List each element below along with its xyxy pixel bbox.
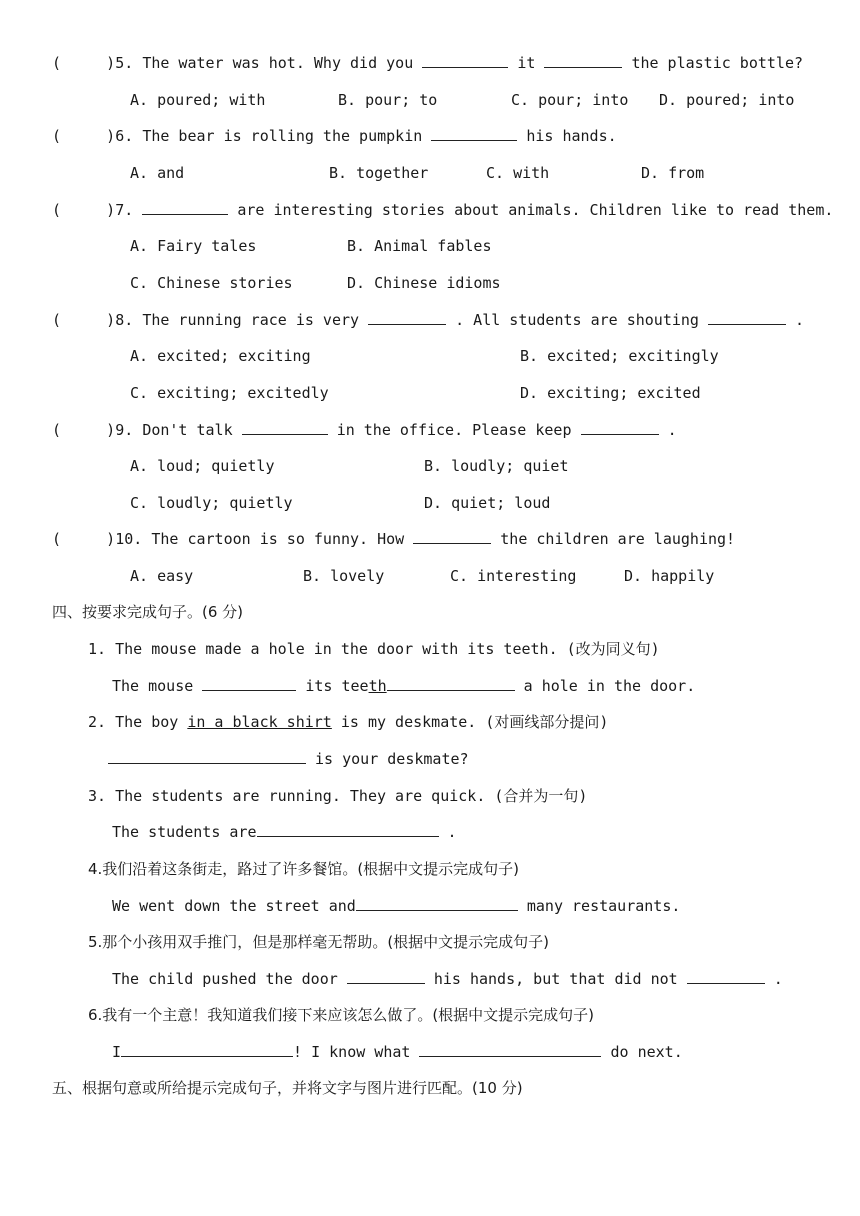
question-stem: it [517,54,536,72]
sentence-1-answer [112,676,695,696]
question-number: 9. [115,421,134,439]
option-a: A. and [130,164,185,182]
sentence-5-answer [112,969,783,989]
answer-text: We went down the street and [112,897,356,915]
question-stem: Don't talk [142,421,233,439]
answer-blank[interactable] [708,310,786,325]
answer-blank[interactable] [202,676,296,691]
answer-blank[interactable] [687,969,765,984]
option-d: D. happily [624,567,715,585]
sentence-6-prompt: 6.我有一个主意！我知道我们接下来应该怎么做了。(根据中文提示完成句子) [88,1006,595,1024]
option-d: D. from [641,164,705,182]
option-b: B. lovely [303,567,385,585]
answer-paren: ( ) [52,421,116,439]
question-stem: are interesting stories about animals. Children like to read them. [237,201,834,219]
answer-paren: ( ) [52,201,116,219]
answer-text: The students are [112,823,257,841]
option-b: B. pour; to [338,91,438,109]
answer-blank[interactable] [142,200,228,215]
section-4-title: 四、按要求完成句子。(6 分) [52,603,244,621]
question-stem: in the office. Please keep [336,421,572,439]
question-stem: . [795,311,805,329]
question-stem: the plastic bottle? [631,54,804,72]
answer-blank[interactable] [347,969,425,984]
question-stem: The running race is very [142,311,360,329]
answer-paren: ( ) [52,127,116,145]
option-d: D. poured; into [659,91,795,109]
question-number: 6. [115,127,134,145]
option-b: B. loudly; quiet [424,457,569,475]
answer-text: . [447,823,457,841]
prompt-text: 2. The boy [88,713,188,731]
option-a: A. loud; quietly [130,457,275,475]
answer-paren: ( ) [52,530,116,548]
answer-blank[interactable] [242,420,328,435]
answer-paren: ( ) [52,54,116,72]
question-5 [52,53,803,73]
prompt-text: is my deskmate. (对画线部分提问) [331,713,609,731]
option-b: B. together [329,164,429,182]
question-7 [52,200,833,220]
answer-blank[interactable] [581,420,659,435]
answer-text: is your deskmate? [315,750,469,768]
section-5-title: 五、根据句意或所给提示完成句子，并将文字与图片进行匹配。(10 分) [52,1079,523,1097]
option-a: A. Fairy tales [130,237,257,255]
sentence-2-answer [108,749,469,769]
question-stem: The bear is rolling the pumpkin [142,127,423,145]
option-a: A. excited; exciting [130,347,311,365]
option-b: B. excited; excitingly [520,347,719,365]
answer-blank[interactable] [387,676,515,691]
option-d: D. Chinese idioms [347,274,501,292]
answer-blank[interactable] [431,126,517,141]
answer-text: its tee [305,677,369,695]
answer-text: ! I know what [293,1043,411,1061]
option-c: C. exciting; excitedly [130,384,329,402]
option-d: D. exciting; excited [520,384,701,402]
answer-text: The mouse [112,677,194,695]
sentence-5-prompt: 5.那个小孩用双手推门，但是那样毫无帮助。(根据中文提示完成句子) [88,933,550,951]
answer-paren: ( ) [52,311,116,329]
answer-blank[interactable] [422,53,508,68]
answer-blank[interactable] [544,53,622,68]
question-10 [52,529,735,549]
answer-blank[interactable] [419,1042,601,1057]
answer-text: many restaurants. [526,897,681,915]
question-number: 5. [115,54,134,72]
answer-blank[interactable] [356,896,518,911]
question-6 [52,126,617,146]
question-number: 7. [115,201,134,219]
answer-blank[interactable] [257,822,439,837]
question-stem: . [667,421,677,439]
sentence-4-prompt: 4.我们沿着这条街走，路过了许多餐馆。(根据中文提示完成句子) [88,860,520,878]
option-d: D. quiet; loud [424,494,551,512]
option-c: C. loudly; quietly [130,494,293,512]
answer-blank[interactable] [368,310,446,325]
option-c: C. Chinese stories [130,274,293,292]
question-8 [52,310,804,330]
answer-text: do next. [610,1043,683,1061]
option-c: C. pour; into [511,91,629,109]
option-c: C. interesting [450,567,577,585]
sentence-1-prompt: 1. The mouse made a hole in the door with its teeth. (改为同义句) [88,640,660,658]
question-stem: The cartoon is so funny. How [151,530,405,548]
underlined-phrase: in a black shirt [187,713,332,731]
sentence-6-answer [112,1042,683,1062]
sentence-3-prompt: 3. The students are running. They are quick. (合并为一句) [88,787,588,805]
question-stem: his hands. [526,127,617,145]
answer-text: . [773,970,783,988]
answer-blank[interactable] [108,749,306,764]
question-stem: the children are laughing! [500,530,736,548]
answer-blank[interactable] [413,529,491,544]
option-c: C. with [486,164,550,182]
answer-blank[interactable] [121,1042,293,1057]
sentence-2-prompt [88,712,608,732]
answer-text: a hole in the door. [523,677,696,695]
answer-text: I [112,1043,122,1061]
answer-text: his hands, but that did not [433,970,678,988]
sentence-3-answer [112,822,457,842]
question-number: 8. [115,311,134,329]
answer-text: th [368,677,387,695]
question-9 [52,420,677,440]
option-b: B. Animal fables [347,237,492,255]
option-a: A. easy [130,567,194,585]
sentence-4-answer [112,896,680,916]
option-a: A. poured; with [130,91,266,109]
question-stem: The water was hot. Why did you [142,54,414,72]
answer-text: The child pushed the door [112,970,338,988]
question-number: 10. [115,530,143,548]
question-stem: . All students are shouting [455,311,699,329]
